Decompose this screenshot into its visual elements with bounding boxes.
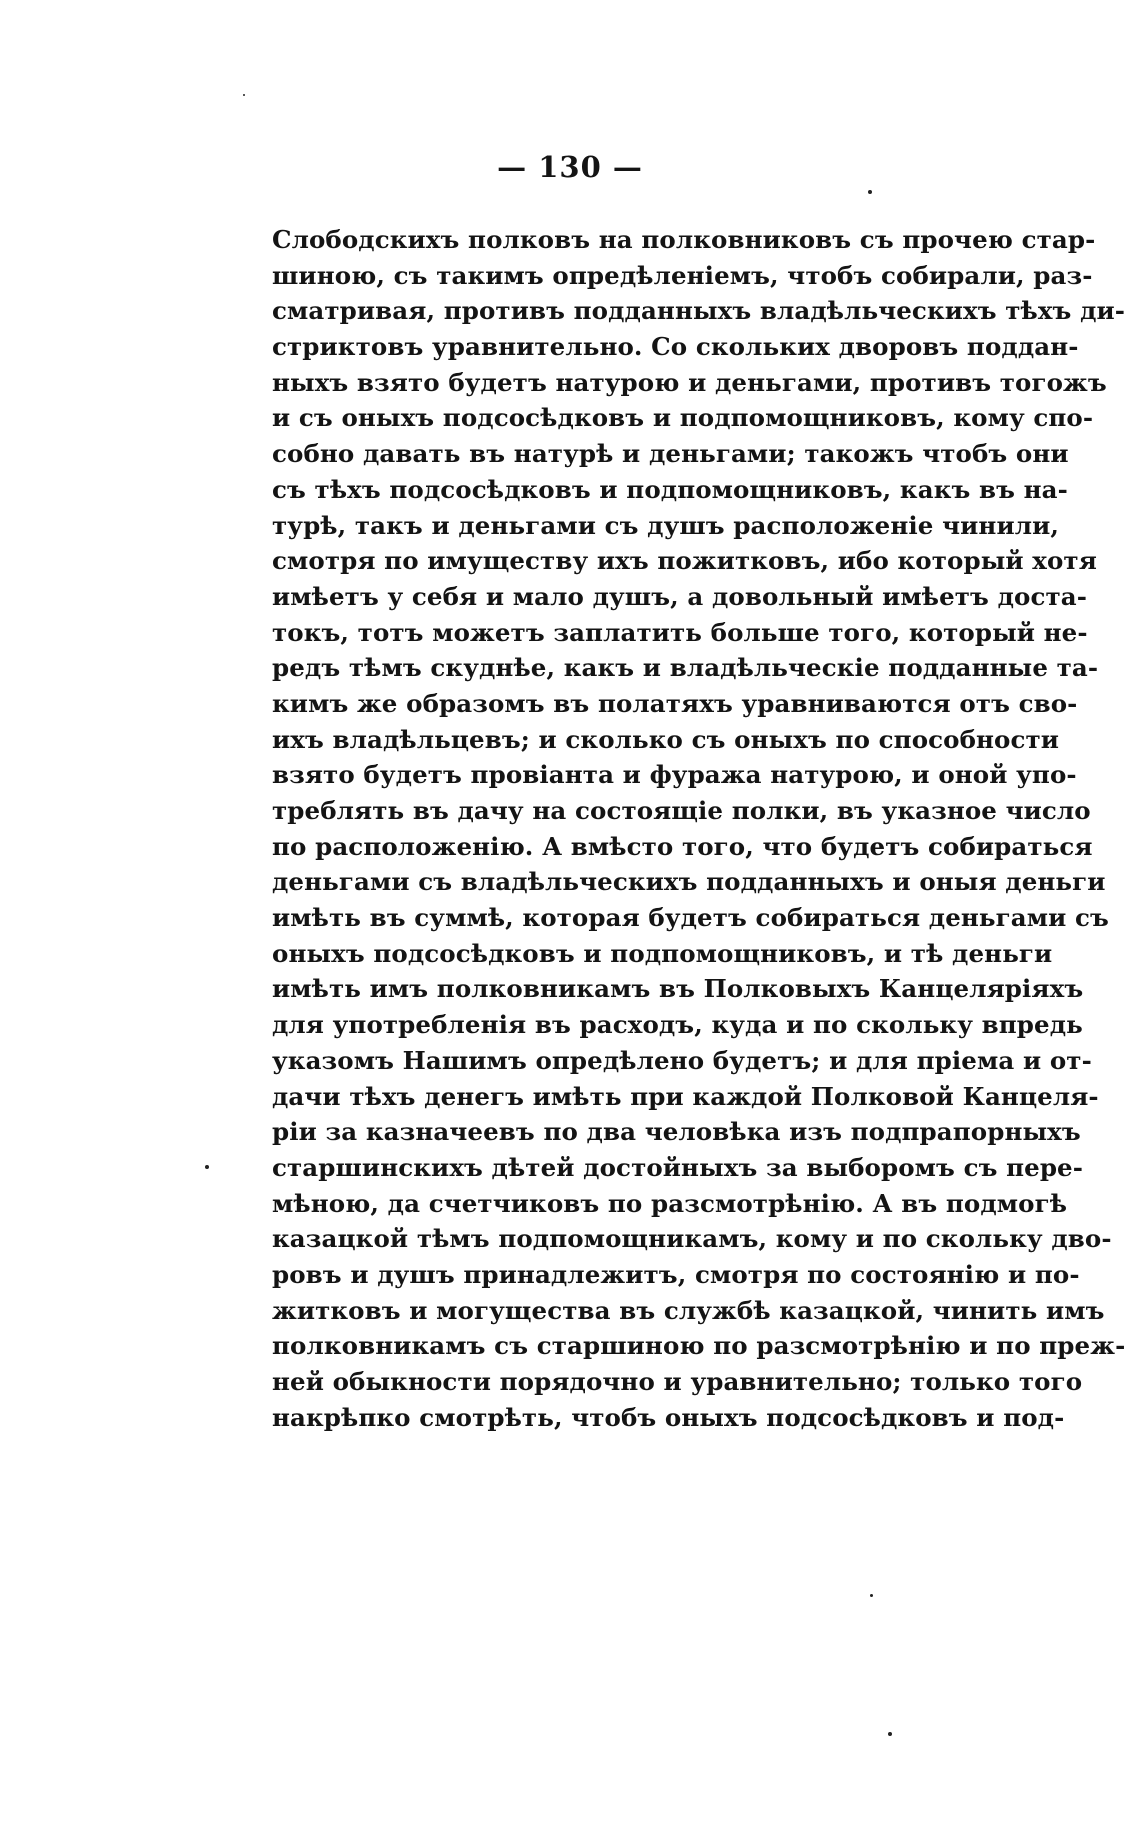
text-line: сматривая, противъ подданныхъ владѣльческихъ тѣхъ ди- bbox=[272, 296, 1126, 326]
text-line: дачи тѣхъ денегъ имѣть при каждой Полковой Канцеля- bbox=[272, 1081, 1099, 1111]
page-number: — 130 — bbox=[497, 150, 643, 184]
text-line: житковъ и могущества въ службѣ казацкой, чинить имъ bbox=[272, 1295, 1105, 1325]
text-line: турѣ, такъ и деньгами съ душъ расположеніе чинили, bbox=[272, 510, 1059, 540]
text-line: кимъ же образомъ въ полатяхъ уравниваются отъ сво- bbox=[272, 688, 1078, 718]
text-line: стриктовъ уравнительно. Со скольких дворовъ поддан- bbox=[272, 332, 1079, 362]
body-text bbox=[272, 222, 1126, 1435]
text-line: смотря по имуществу ихъ пожитковъ, ибо который хотя bbox=[272, 546, 1097, 576]
text-line: взято будетъ провіанта и фуража натурою, и оной упо- bbox=[272, 760, 1077, 790]
text-line: ныхъ взято будетъ натурою и деньгами, противъ тогожъ bbox=[272, 367, 1107, 397]
text-line: треблять въ дачу на состоящіе полки, въ указное число bbox=[272, 796, 1091, 825]
text-line: Слободскихъ полковъ на полковниковъ съ прочею стар- bbox=[272, 225, 1096, 254]
text-line: редъ тѣмъ скуднѣе, какъ и владѣльческіе подданные та- bbox=[272, 653, 1099, 683]
text-line: деньгами съ владѣльческихъ подданныхъ и оныя деньги bbox=[272, 867, 1106, 897]
text-line: казацкой тѣмъ подпомощникамъ, кому и по скольку дво- bbox=[272, 1224, 1112, 1254]
text-line: ихъ владѣльцевъ; и сколько съ оныхъ по способности bbox=[272, 724, 1060, 754]
text-line: съ тѣхъ подсосѣдковъ и подпомощниковъ, какъ въ на- bbox=[272, 474, 1068, 504]
text-line: ровъ и душъ принадлежитъ, смотря по состоянію и по- bbox=[272, 1259, 1080, 1289]
scan-speck bbox=[888, 1732, 892, 1736]
scan-speck bbox=[243, 94, 245, 96]
text-line: оныхъ подсосѣдковъ и подпомощниковъ, и тѣ деньги bbox=[272, 938, 1053, 968]
scan-speck bbox=[205, 1165, 209, 1169]
text-line: токъ, тотъ можетъ заплатить больше того, который не- bbox=[272, 617, 1088, 647]
text-line: накрѣпко смотрѣть, чтобъ оныхъ подсосѣдковъ и под- bbox=[272, 1402, 1065, 1432]
text-line: и съ оныхъ подсосѣдковъ и подпомощниковъ, кому спо- bbox=[272, 403, 1094, 433]
text-line: имѣть имъ полковникамъ въ Полковыхъ Канцеляріяхъ bbox=[272, 974, 1084, 1004]
text-line: имѣетъ у себя и мало душъ, а довольный имѣетъ доста- bbox=[272, 581, 1087, 611]
text-line: мѣною, да счетчиковъ по разсмотрѣнію. А въ подмогѣ bbox=[272, 1188, 1068, 1218]
text-line: шиною, съ такимъ опредѣленіемъ, чтобъ собирали, раз- bbox=[272, 260, 1093, 290]
text-line: по расположенію. А вмѣсто того, что будетъ собираться bbox=[272, 831, 1093, 861]
text-line: указомъ Нашимъ опредѣлено будетъ; и для пріема и от- bbox=[272, 1045, 1092, 1075]
text-line: ней обыкности порядочно и уравнительно; только того bbox=[272, 1367, 1083, 1396]
scan-speck bbox=[870, 1594, 873, 1597]
text-line: полковникамъ съ старшиною по разсмотрѣнію и по преж- bbox=[272, 1331, 1126, 1361]
text-line: имѣть въ суммѣ, которая будетъ собираться деньгами съ bbox=[272, 903, 1109, 933]
text-line: собно давать въ натурѣ и деньгами; такожъ чтобъ они bbox=[272, 439, 1069, 469]
text-line: старшинскихъ дѣтей достойныхъ за выборомъ съ пере- bbox=[272, 1152, 1084, 1182]
scan-speck bbox=[868, 190, 872, 194]
text-line: для употребленія въ расходъ, куда и по скольку впредь bbox=[272, 1010, 1083, 1040]
text-line: ріи за казначеевъ по два человѣка изъ подпрапорныхъ bbox=[272, 1117, 1081, 1147]
